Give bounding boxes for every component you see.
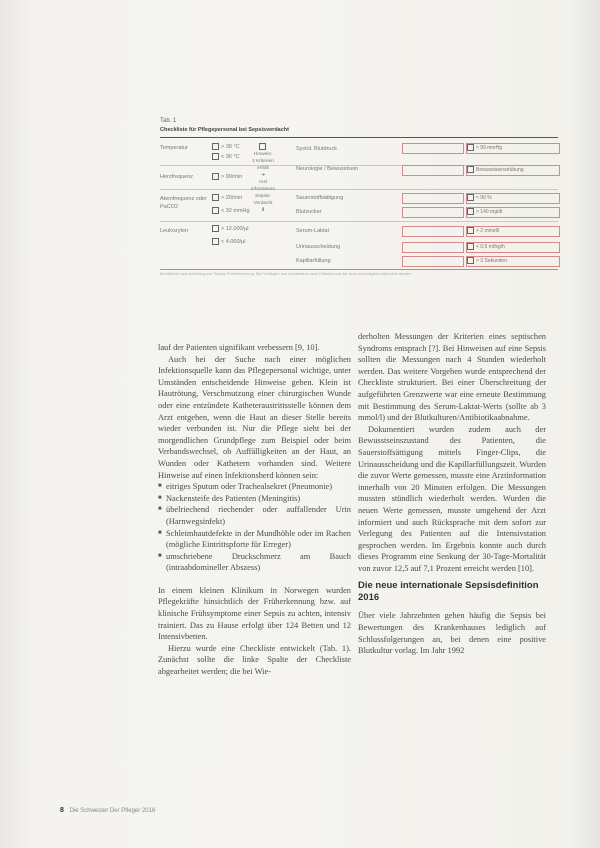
- paragraph: Hierzu wurde eine Checkliste entwickelt (Tab. 1). Zunächst sollte die linke Spalte der Checkliste abgearbeitet werden; die bei Wie-: [158, 643, 351, 677]
- result-field: < 0,5 ml/kg/h: [466, 242, 560, 253]
- table-caption: Checkliste für Pflegepersonal bei Sepsisverdacht: [160, 127, 289, 133]
- hint-text: Arzt: [258, 179, 268, 185]
- measurement-field: [402, 256, 464, 267]
- hint-text: Verdacht: [253, 200, 273, 206]
- row-value: < 4.000/µl: [212, 238, 245, 246]
- row-value: < 36 °C: [212, 153, 240, 161]
- table-top-rule: [160, 137, 558, 138]
- row-label: Sauerstoffsättigung: [296, 195, 344, 201]
- row-label: Leukozyten: [160, 228, 189, 234]
- result-field: > 140 mg/dl: [466, 207, 560, 218]
- result-field: < 90 mmHg: [466, 143, 560, 154]
- row-value: < 32 mmHg: [212, 207, 250, 215]
- bullet-list: [158, 481, 351, 574]
- paragraph: Auch bei der Suche nach einer möglichen Infektionsquelle kann das Pflegepersonal wichtige, unter Umständen entscheidende Hinweise geben. Klein ist Hautrötung, Verschmutzung einer chirurgischen Wunde oder eine entzündete Katheteraustrittsstelle können dem Arzt entgehen, wenn die Haut an dieser Stelle bereits wieder verbunden ist. Nur die Pflege sieht bei der morgendlichen Grundpflege zum Beispiel oder beim Verbandswechsel, ob Auffälligkeiten an der Haut, an Wunden oder Kathetern vorhanden sind. Weitere Hinweise auf einen Infektionsherd können sein:: [158, 354, 351, 480]
- paragraph: lauf der Patienten signifikant verbessern [9, 10].: [158, 343, 320, 352]
- measurement-field: [402, 143, 464, 154]
- paragraph: In einem kleinen Klinikum in Norwegen wurden Pflegekräfte hinsichtlich der Früherkennung bzw. auf klinische Frühsymptome einer Sepsis zu achten, intensiv trainiert. Das zu Hause erfolgt über 124 Betten und 12 Intensivbetten.: [158, 585, 351, 642]
- hint-text: 2 Kriterien: [252, 158, 274, 164]
- result-field: > 3 Sekunden: [466, 256, 560, 267]
- row-label: Atemfrequenz oder PaCO2: [160, 196, 207, 210]
- table-label: Tab. 1: [160, 118, 177, 124]
- row-label: Serum-Laktat: [296, 228, 330, 234]
- hint-text: erfüllt: [257, 165, 269, 171]
- text-column-right: [358, 331, 546, 657]
- row-value: > 12.000/µl: [212, 225, 248, 233]
- arrow-right-icon: ➜: [260, 172, 266, 178]
- measurement-field: [402, 242, 464, 253]
- list-item: ■ Nackensteife des Patienten (Meningitis): [158, 493, 351, 505]
- measurement-field: [402, 207, 464, 218]
- paragraph: Über viele Jahrzehnten gehen häufig die Sepsis bei Bewertungen des Krankenhauses lediglich auf Schlussfolgerungen an, bei denen eine positive Blutkultur vorlag. Im Jahr 1992: [358, 611, 546, 656]
- result-field: > 2 mmol/l: [466, 226, 560, 237]
- hint-text: informieren: [251, 186, 275, 192]
- table-footnote: Modifiziert nach Anleitung zur Sepsis-Früherkennung. Bei Vorliegen von mindestens zwei Kriterien soll der Arzt unverzüglich informiert werden.: [160, 271, 413, 276]
- list-item: ■ umschriebene Druckschmerz am Bauch (intraabdomineller Abszess): [158, 551, 351, 574]
- hint-text: Sepsis-: [255, 193, 271, 199]
- row-label: Neurologie / Bewusstsein: [296, 166, 359, 172]
- row-label: Systol. Blutdruck: [296, 146, 337, 152]
- hint-checkbox: [244, 143, 282, 151]
- row-label: Kapillarfüllung: [296, 258, 331, 264]
- table-hint-column: [244, 141, 282, 269]
- journal-name: Die Schwester Der Pfleger 2016: [69, 808, 156, 814]
- result-field: Bewusstseinstrübung: [466, 165, 560, 176]
- row-value: > 38 °C: [212, 143, 240, 151]
- measurement-field: [402, 226, 464, 237]
- section-heading: Die neue internationale Sepsisdefinition 2016: [358, 580, 539, 604]
- paragraph: derholten Messungen der Kriterien eines septischen Syndroms entsprach [?]. Bei Hinweisen auf eine Sepsis sollten die Messungen nach 4 Stunden wiederholt werden. Das weitere Vorgehen wurde entsprechend der Checkliste strukturiert. Bei einer Überschreitung der aufgeführten Grenzwerte war eine erneute Bestimmung mit Bestimmung des Serum-Laktat-Werts (sollte ab 3 mmol/l) und der Blutkulturen/Antibiotikaabnahme.: [358, 332, 546, 423]
- row-label: Herzfrequenz: [160, 174, 194, 180]
- page-footer: [60, 807, 155, 814]
- measurement-field: [402, 165, 464, 176]
- arrow-down-icon: ⬇: [260, 207, 266, 213]
- page-number: 8: [60, 807, 64, 814]
- row-value: > 90/min: [212, 173, 242, 181]
- paragraph: Dokumentiert wurden zudem auch der Bewusstseinszustand des Patienten, die Sauerstoffsättigung mittels Finger-Clips, die Urinausscheidung und die Kapillarfüllungszeit. Wurden die zuvor Werte gemessen, musste eine Arztinformation innerhalb von 20 Minuten erfolgen. Die Messungen mussten stündlich wiederholt werden. Wurden die neuen Werte gemessen, musste umgehend der Arzt informiert und auch Rücksprache mit dem sofort zur Verlegung des Patienten auf die Intensivstation gesprochen werden. Im Ergebnis konnte auch durch dieses Programm eine Senkung der 30-Tage-Mortalität von zuvor 12,5 auf 7,1 Prozent erreicht werden [10].: [358, 424, 546, 573]
- list-item: ■ übelriechend riechender oder auffallender Urin (Harnwegsinfekt): [158, 504, 351, 527]
- row-label: Blutzucker: [296, 209, 322, 215]
- row-label: Urinausscheidung: [296, 244, 341, 250]
- list-item: ■ Schleimhautdefekte in der Mundhöhle oder im Rachen (mögliche Eintrittspforte für Erreger): [158, 528, 351, 551]
- checklist-table: [160, 141, 558, 269]
- text-column-left: [158, 342, 351, 678]
- measurement-field: [402, 193, 464, 204]
- row-label: Temperatur: [160, 145, 188, 151]
- row-value: > 20/min: [212, 194, 242, 202]
- list-item: ■ eitriges Sputum oder Trachealsekret (Pneumonie): [158, 481, 351, 493]
- hint-text: Hinweis:: [253, 151, 273, 157]
- result-field: < 90 %: [466, 193, 560, 204]
- table-bottom-rule: [160, 269, 558, 270]
